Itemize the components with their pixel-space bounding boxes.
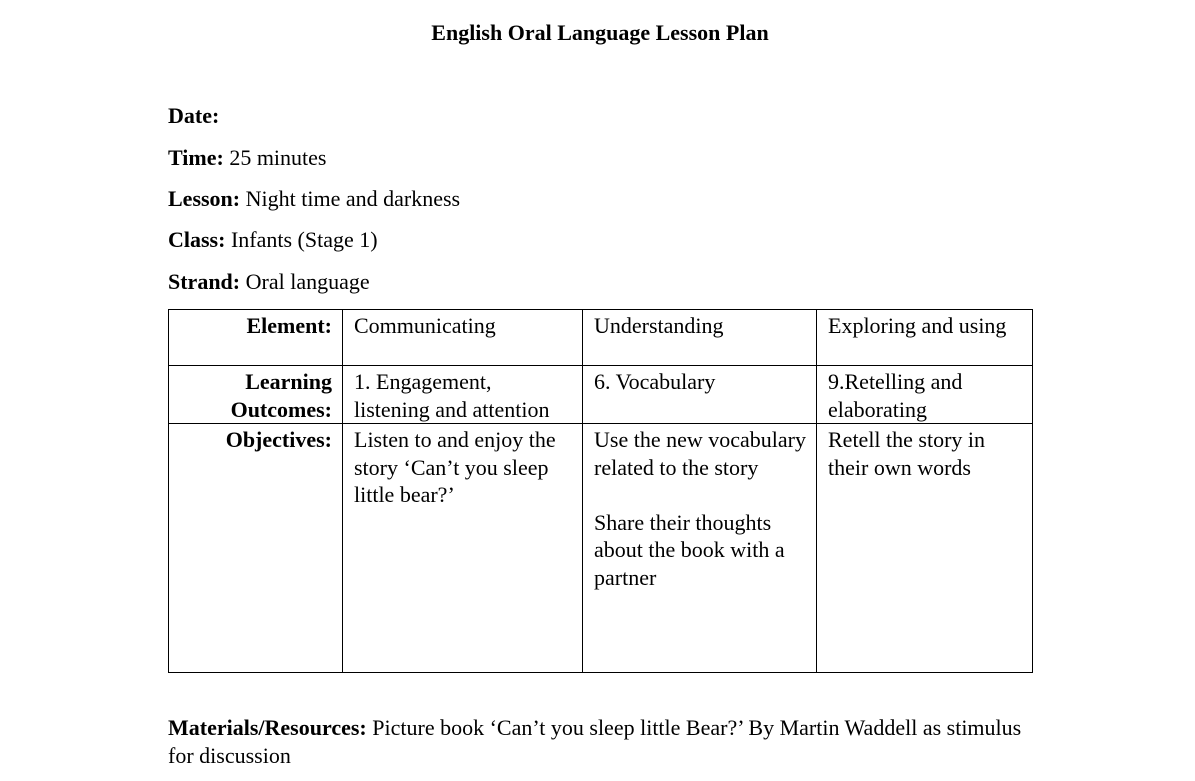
materials-label: Materials/Resources: <box>168 715 367 740</box>
table-cell: Understanding <box>583 310 817 366</box>
table-row-learning-outcomes <box>169 366 1033 424</box>
table-cell: Exploring and using <box>817 310 1033 366</box>
time-label: Time: <box>168 145 224 170</box>
row-header-element: Element: <box>169 310 343 366</box>
row-header-objectives: Objectives: <box>169 424 343 673</box>
time-field <box>168 144 326 172</box>
materials-resources <box>168 714 1038 769</box>
strand-value: Oral language <box>245 269 370 294</box>
class-value: Infants (Stage 1) <box>230 227 378 252</box>
class-label: Class: <box>168 227 226 252</box>
class-field <box>168 226 378 254</box>
table-cell: 6. Vocabulary <box>583 366 817 424</box>
lesson-plan-table <box>168 309 1033 673</box>
table-row-element <box>169 310 1033 366</box>
table-cell: 1. Engagement, listening and attention <box>343 366 583 424</box>
row-header-learning-outcomes: Learning Outcomes: <box>169 366 343 424</box>
page-title: English Oral Language Lesson Plan <box>431 20 769 45</box>
date-field <box>168 102 219 130</box>
table-cell: Communicating <box>343 310 583 366</box>
lesson-value: Night time and darkness <box>245 186 461 211</box>
time-value: 25 minutes <box>229 145 327 170</box>
table-cell: Retell the story in their own words <box>817 424 1033 673</box>
lesson-field <box>168 185 460 213</box>
lesson-label: Lesson: <box>168 186 241 211</box>
date-label: Date: <box>168 103 220 128</box>
materials-value: Picture book ‘Can’t you sleep little Bear?’ By Martin Waddell as stimulus for discussion <box>168 715 1022 768</box>
strand-label: Strand: <box>168 269 241 294</box>
table-cell: 9.Retelling and elaborating <box>817 366 1033 424</box>
table-cell: Listen to and enjoy the story ‘Can’t you sleep little bear?’ <box>343 424 583 673</box>
strand-field <box>168 268 370 296</box>
table-cell: Use the new vocabulary related to the story Share their thoughts about the book with a partner <box>583 424 817 673</box>
table-row-objectives <box>169 424 1033 673</box>
